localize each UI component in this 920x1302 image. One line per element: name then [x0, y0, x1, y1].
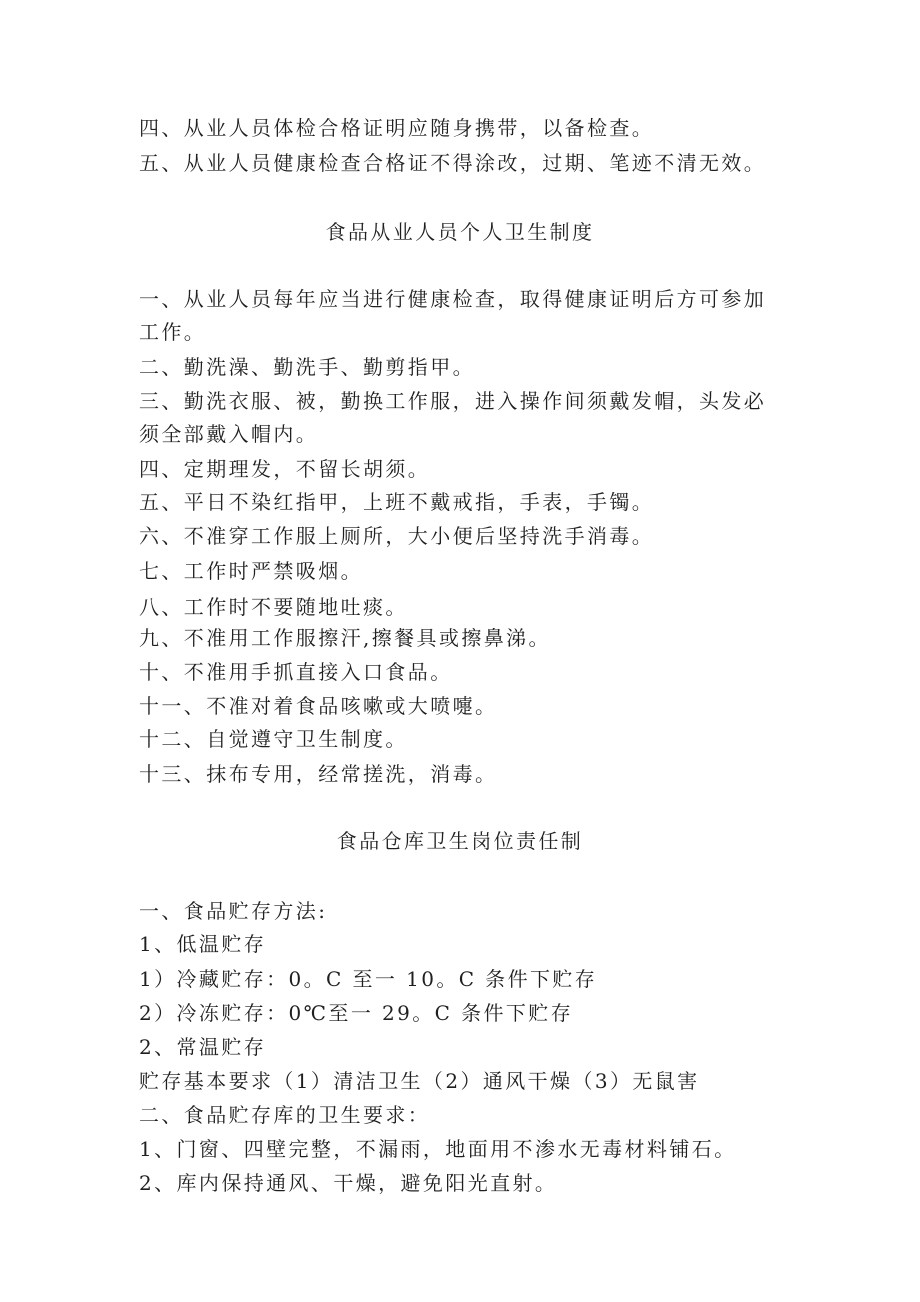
paragraph-line: 四、定期理发，不留长胡须。 — [139, 457, 431, 481]
section-title: 食品从业人员个人卫生制度 — [325, 220, 595, 244]
paragraph-line: 六、不准穿工作服上厕所，大小便后坚持洗手消毒。 — [139, 524, 655, 548]
paragraph-line: 五、平日不染红指甲，上班不戴戒指，手表，手镯。 — [139, 490, 655, 514]
paragraph-line: 七、工作时严禁吸烟。 — [139, 559, 363, 583]
paragraph-line: 三、勤洗衣服、被，勤换工作服，进入操作间须戴发帽，头发必 — [139, 389, 767, 413]
paragraph-line: 十二、自觉遵守卫生制度。 — [139, 727, 408, 751]
paragraph-line: 二、勤洗澡、勤洗手、勤剪指甲。 — [139, 355, 475, 379]
paragraph-line: 九、不准用工作服擦汗,擦餐具或擦鼻涕。 — [139, 626, 551, 650]
paragraph-line: 二、食品贮存库的卫生要求： — [139, 1103, 431, 1127]
paragraph-line: 2、库内保持通风、干燥，避免阳光直射。 — [139, 1171, 558, 1195]
paragraph-line: 贮存基本要求（1）清洁卫生（2）通风干燥（3）无鼠害 — [139, 1069, 700, 1093]
paragraph-line: 1、门窗、四壁完整，不漏雨，地面用不渗水无毒材料铺石。 — [139, 1137, 737, 1161]
paragraph-line: 十一、不准对着食品咳嗽或大喷嚏。 — [139, 694, 498, 718]
paragraph-line: 一、食品贮存方法: — [139, 899, 328, 923]
section-title: 食品仓库卫生岗位责任制 — [336, 829, 584, 853]
paragraph-line: 四、从业人员体检合格证明应随身携带，以备检查。 — [139, 116, 655, 140]
paragraph-line: 五、从业人员健康检查合格证不得涂改，过期、笔迹不清无效。 — [139, 151, 767, 175]
paragraph-line: 2）冷冻贮存：0℃至一 29。C 条件下贮存 — [139, 1001, 574, 1025]
paragraph-line: 八、工作时不要随地吐痰。 — [139, 595, 408, 619]
paragraph-line: 1、低温贮存 — [139, 932, 267, 956]
paragraph-line: 2、常温贮存 — [139, 1035, 267, 1059]
paragraph-line: 十、不准用手抓直接入口食品。 — [139, 660, 453, 684]
paragraph-line: 须全部戴入帽内。 — [139, 422, 319, 446]
paragraph-line: 1）冷藏贮存：0。C 至一 10。C 条件下贮存 — [139, 967, 598, 991]
paragraph-line: 工作。 — [139, 320, 207, 344]
paragraph-line: 一、从业人员每年应当进行健康检查，取得健康证明后方可参加 — [139, 287, 767, 311]
paragraph-line: 十三、抹布专用，经常搓洗，消毒。 — [139, 762, 498, 786]
